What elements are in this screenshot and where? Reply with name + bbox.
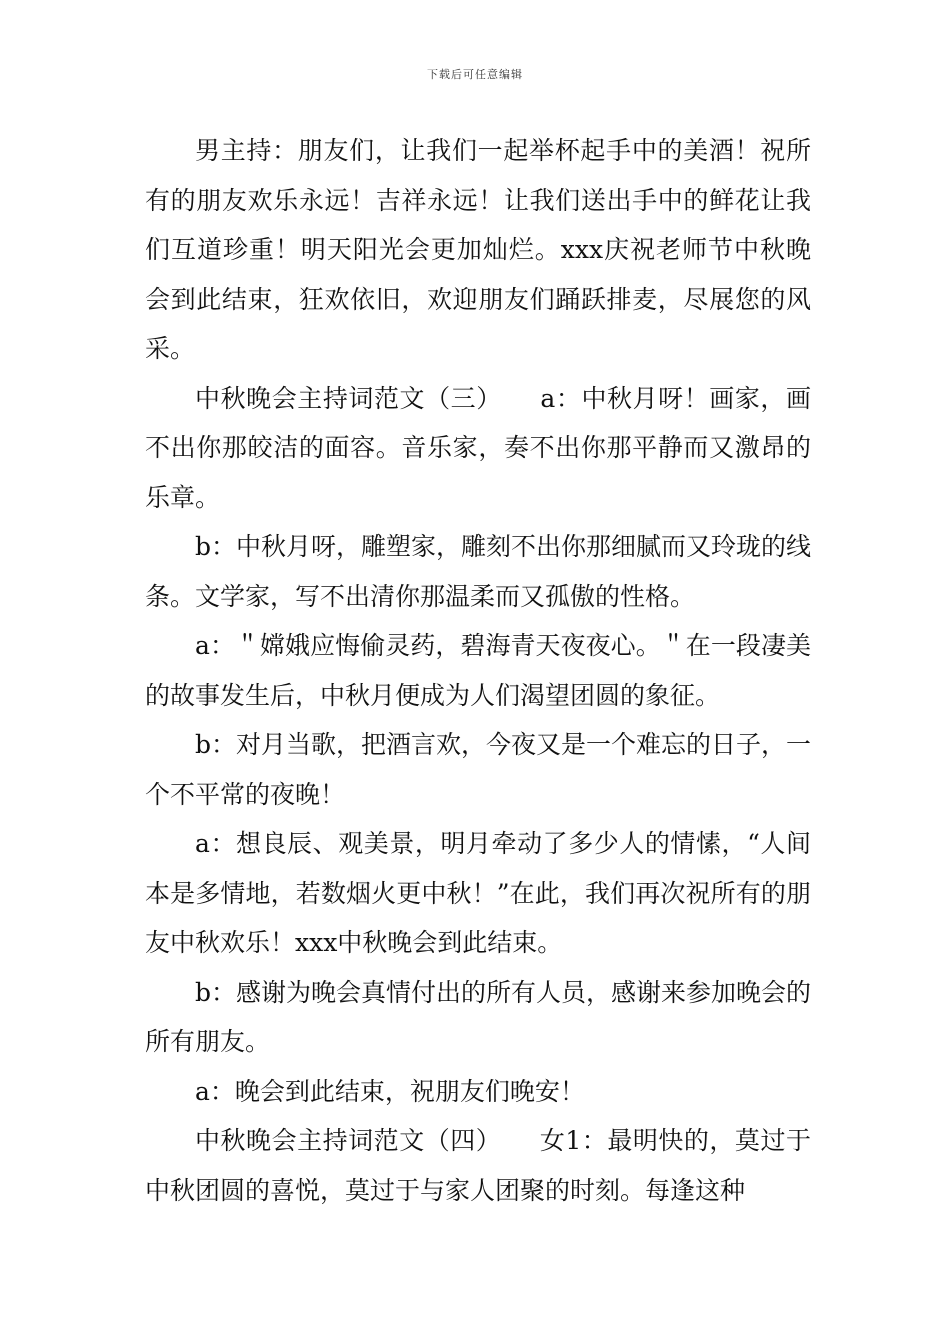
paragraph-b-sculptor: b：中秋月呀，雕塑家，雕刻不出你那细腻而又玲珑的线条。文学家，写不出清你那温柔而又孤傲的性格。 [145, 532, 812, 611]
paragraph-male-host-closing: 男主持：朋友们，让我们一起举杯起手中的美酒！祝所有的朋友欢乐永远！吉祥永远！让我们送出手中的鲜花让我们互道珍重！明天阳光会更加灿烂。xxx庆祝老师节中秋晚会到此结束，狂欢依旧，欢迎朋友们踊跃排麦，尽展您的风采。 [145, 136, 811, 363]
paragraph-script-three-a-intro: 中秋晚会主持词范文（三） a：中秋月呀！画家，画不出你那皎洁的面容。音乐家，奏不出你那平静而又激昂的乐章。 [145, 383, 811, 512]
paragraph-a-blessing: a：想良辰、观美景，明月牵动了多少人的情愫，“人间本是多情地，若数烟火更中秋！”在此，我们再次祝所有的朋友中秋欢乐！xxx中秋晚会到此结束。 [145, 829, 811, 957]
paragraph-b-thanks: b：感谢为晚会真情付出的所有人员，感谢来参加晚会的所有朋友。 [145, 977, 812, 1056]
paragraph-a-change-legend: a：＂嫦娥应悔偷灵药，碧海青天夜夜心。＂在一段凄美的故事发生后，中秋月便成为人们渴望团圆的象征。 [145, 631, 811, 710]
page-header: 下载后可任意编辑 [427, 68, 523, 81]
paragraph-script-four-intro: 中秋晚会主持词范文（四） 女1：最明快的，莫过于中秋团圆的喜悦，莫过于与家人团聚的时刻。每逢这种 [145, 1126, 811, 1205]
document-body [145, 126, 811, 1215]
paragraph-b-toast: b：对月当歌，把酒言欢，今夜又是一个难忘的日子，一个不平常的夜晚！ [145, 730, 812, 809]
paragraph-a-goodnight: a：晚会到此结束，祝朋友们晚安！ [195, 1076, 585, 1106]
